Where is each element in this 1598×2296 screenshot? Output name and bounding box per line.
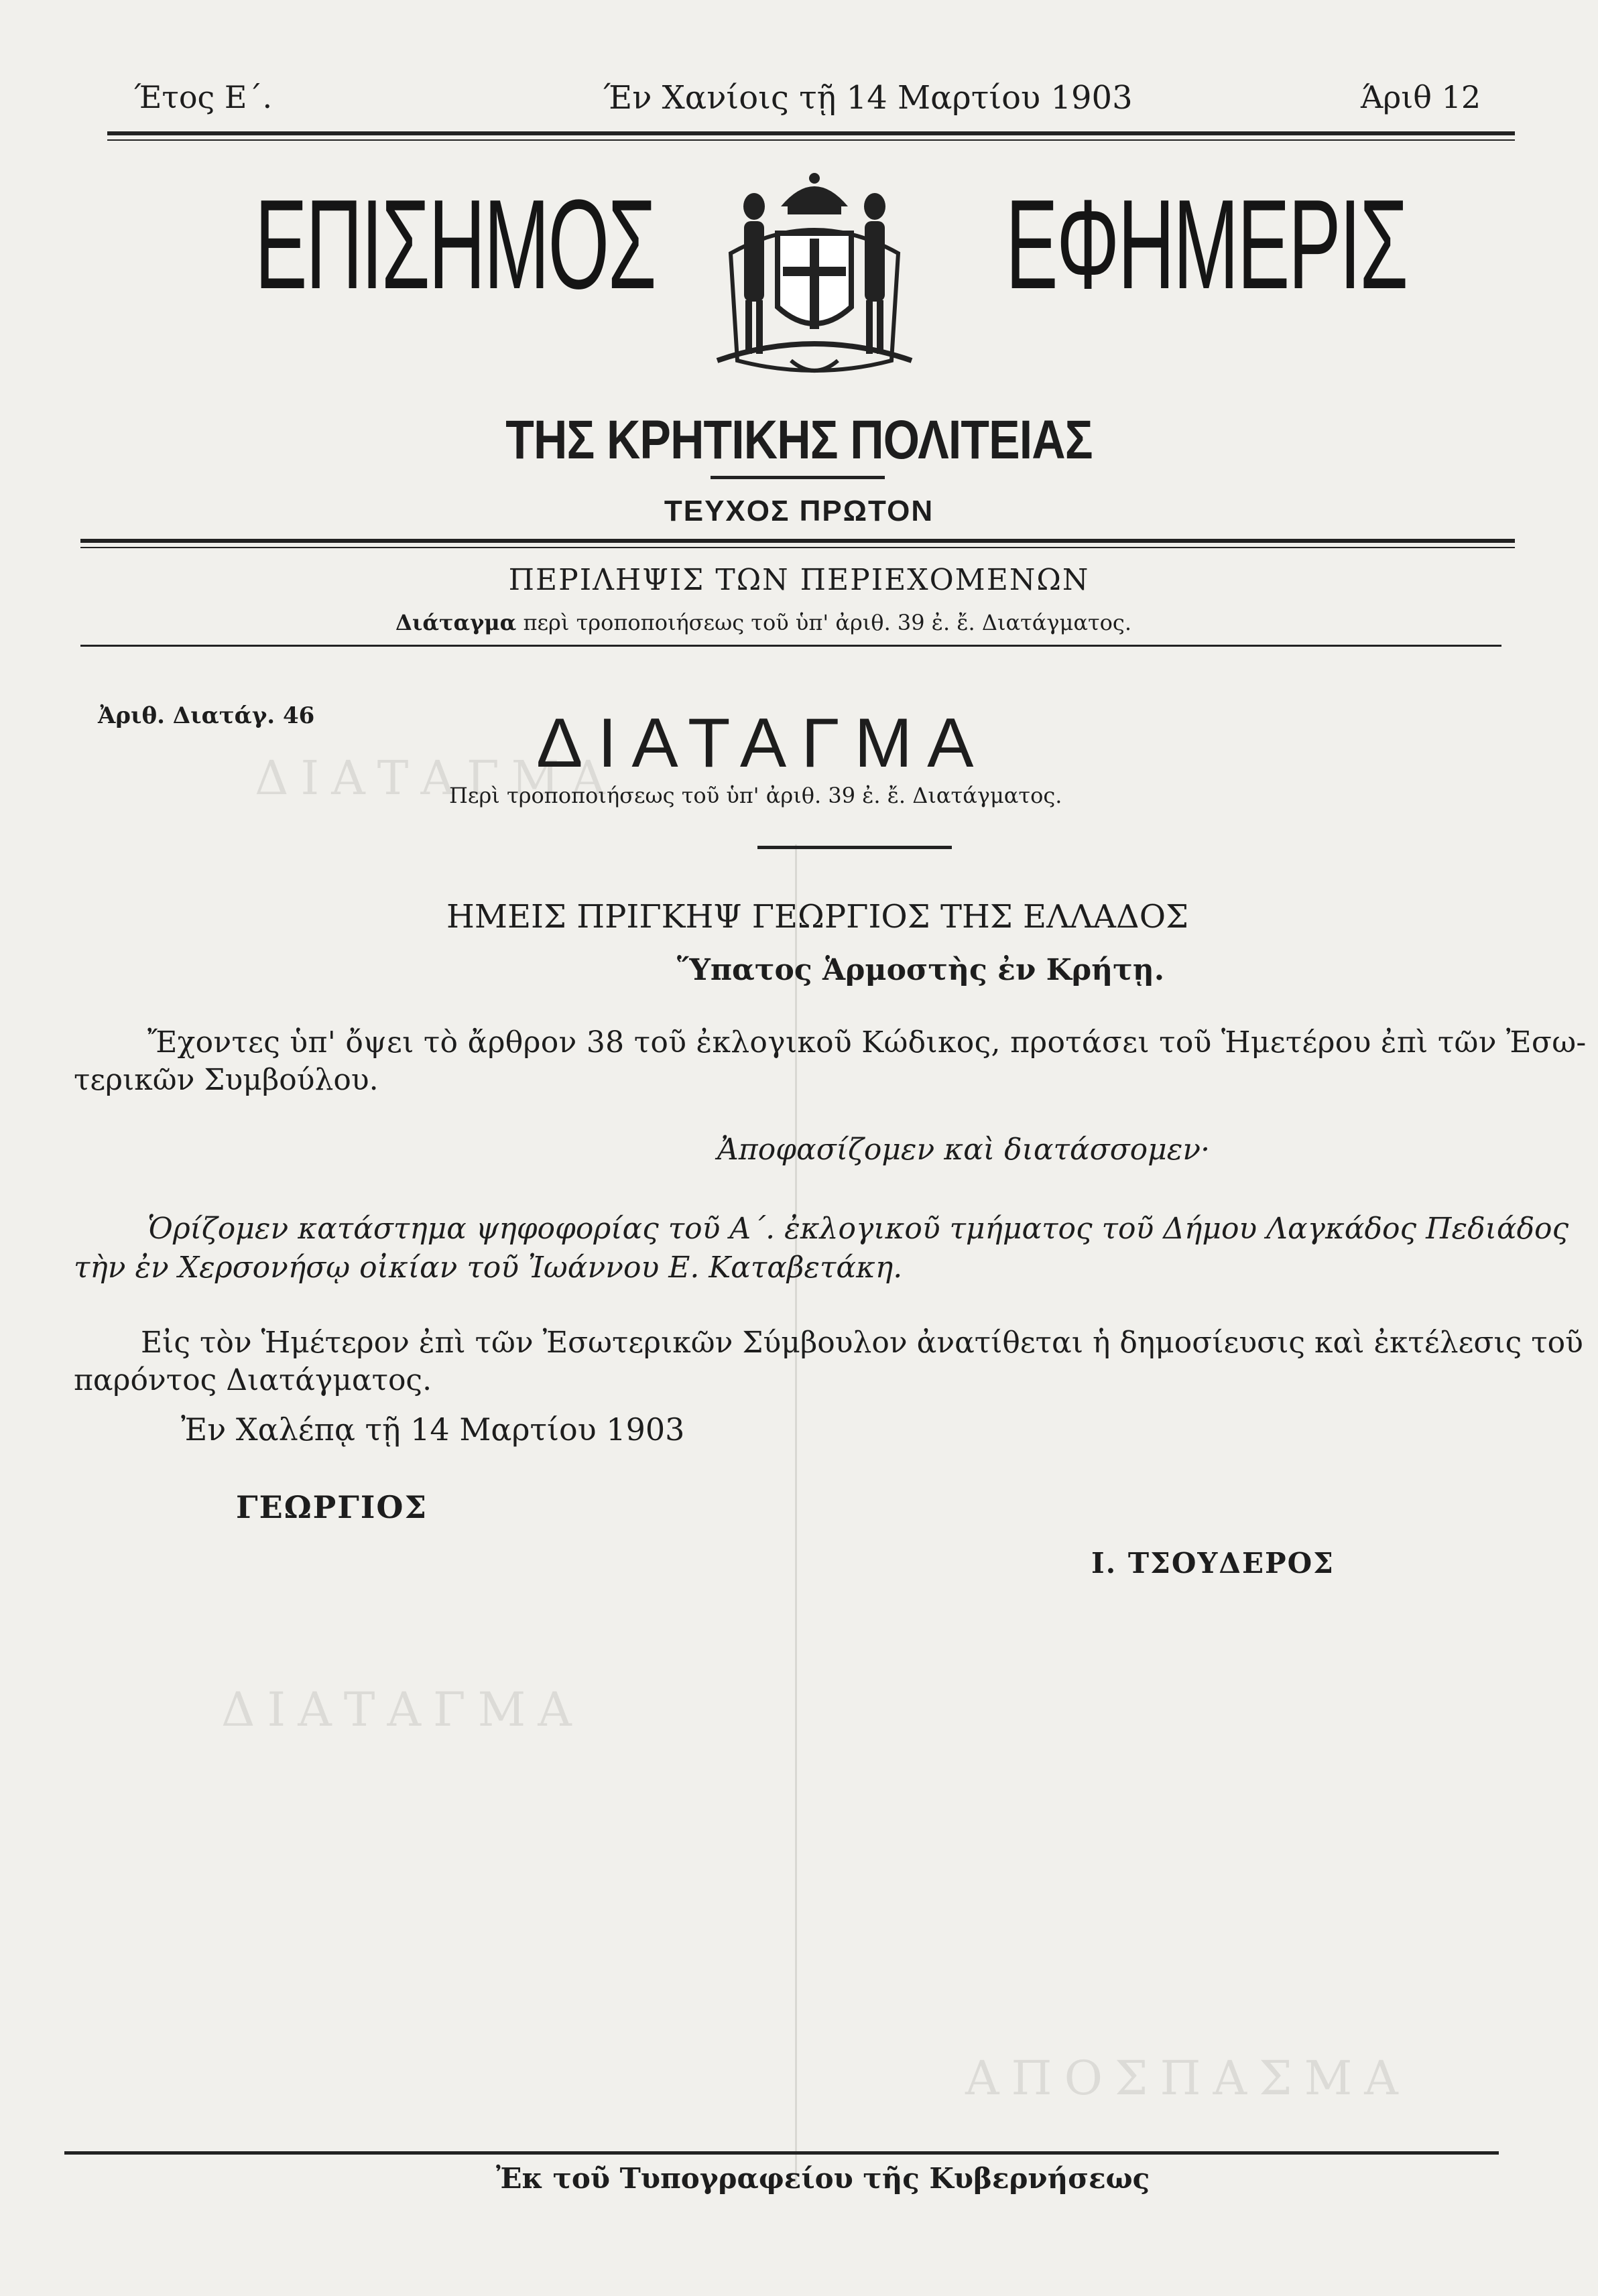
contents-summary [395, 610, 1131, 635]
place-date: Ἐν Χαλέπᾳ τῇ 14 Μαρτίου 1903 [181, 1411, 685, 1448]
article-line-1: Ὁρίζομεν κατάστημα ψηφοφορίας τοῦ Α΄. ἐκλογικοῦ τμήματος τοῦ Δήμου Λαγκάδος Πεδιάδος [147, 1212, 1569, 1246]
masthead-subtitle: ΤΗΣ ΚΡΗΤΙΚΗΣ ΠΟΛΙΤΕΙΑΣ [505, 409, 1093, 470]
decree-title: ΔΙΑΤΑΓΜΑ [536, 704, 989, 782]
signature: ΓΕΩΡΓΙΟΣ [236, 1489, 428, 1525]
show-through-heading: ΔΙΑΤΑΓΜΑ [221, 1682, 584, 1737]
decree-issuer: ΗΜΕΙΣ ΠΡΙΓΚΗΨ ΓΕΩΡΓΙΟΣ ΤΗΣ ΕΛΛΑΔΟΣ [446, 898, 1188, 936]
header-rule-thin [107, 139, 1515, 141]
preamble-line-2: τερικῶν Συμβούλου. [74, 1063, 379, 1097]
masthead-rule [80, 539, 1515, 543]
issue-number: Άριθ 12 [1361, 79, 1481, 115]
show-through-heading: ΔΙΑΤΑΓΜΑ [255, 751, 617, 806]
issue-part: ΤΕΥΧΟΣ ΠΡΩΤΟΝ [664, 495, 934, 527]
show-through-heading: ΑΠΟΣΠΑΣΜΑ [965, 2051, 1410, 2106]
decree-rule [757, 846, 952, 849]
issue-date: Έν Χανίοις τῇ 14 Μαρτίου 1903 [603, 79, 1133, 117]
masthead-rule-thin [80, 547, 1515, 548]
preamble-line-1: Ἔχοντες ὑπ' ὄψει τὸ ἄρθρον 38 τοῦ ἐκλογικοῦ Κώδικος, προτάσει τοῦ Ἡμετέρου ἐπὶ τῶν Ἐσω- [147, 1025, 1587, 1060]
header-rule [107, 131, 1515, 135]
masthead-left: ΕΠΙΣΗΜΟΣ [255, 174, 656, 316]
masthead-right: ΕΦΗΜΕΡΙΣ [1005, 174, 1407, 316]
contents-title: ΠΕΡΙΛΗΨΙΣ ΤΩΝ ΠΕΡΙΕΧΟΜΕΝΩΝ [508, 563, 1090, 597]
contents-rule [80, 645, 1501, 647]
execution-line-2: παρόντος Διατάγματος. [74, 1363, 432, 1397]
year-label: Έτος Ε΄. [134, 79, 273, 115]
decree-issuer-title: Ὕπατος Ἁρμοστὴς ἐν Κρήτῃ. [677, 953, 1165, 987]
coat-of-arms-icon [690, 160, 938, 387]
contents-description: περὶ τροποποιήσεως τοῦ ὑπ' ἀριθ. 39 ἐ. ἔ. Διατάγματος. [523, 610, 1131, 635]
execution-line-1: Εἰς τὸν Ἡμέτερον ἐπὶ τῶν Ἐσωτερικῶν Σύμβουλον ἀνατίθεται ἡ δημοσίευσις καὶ ἐκτέλεσις τοῦ [141, 1326, 1583, 1360]
printer-imprint: Ἐκ τοῦ Τυπογραφείου τῆς Κυβερνήσεως [496, 2162, 1150, 2195]
footer-rule [64, 2151, 1499, 2155]
decree-number: Ἀριθ. Διατάγ. 46 [98, 702, 315, 729]
subtitle-underline [711, 476, 885, 479]
decree-subtitle: Περὶ τροποποιήσεως τοῦ ὑπ' ἀριθ. 39 ἐ. ἔ. Διατάγματος. [449, 783, 1062, 808]
contents-type: Διάταγμα [395, 610, 517, 635]
article-line-2: τὴν ἐν Χερσονήσῳ οἰκίαν τοῦ Ἰωάννου Ε. Καταβετάκη. [74, 1251, 903, 1285]
countersignature: Ι. ΤΣΟΥΔΕΡΟΣ [1091, 1547, 1335, 1580]
decision-formula: Ἀποφασίζομεν καὶ διατάσσομεν· [717, 1133, 1211, 1167]
